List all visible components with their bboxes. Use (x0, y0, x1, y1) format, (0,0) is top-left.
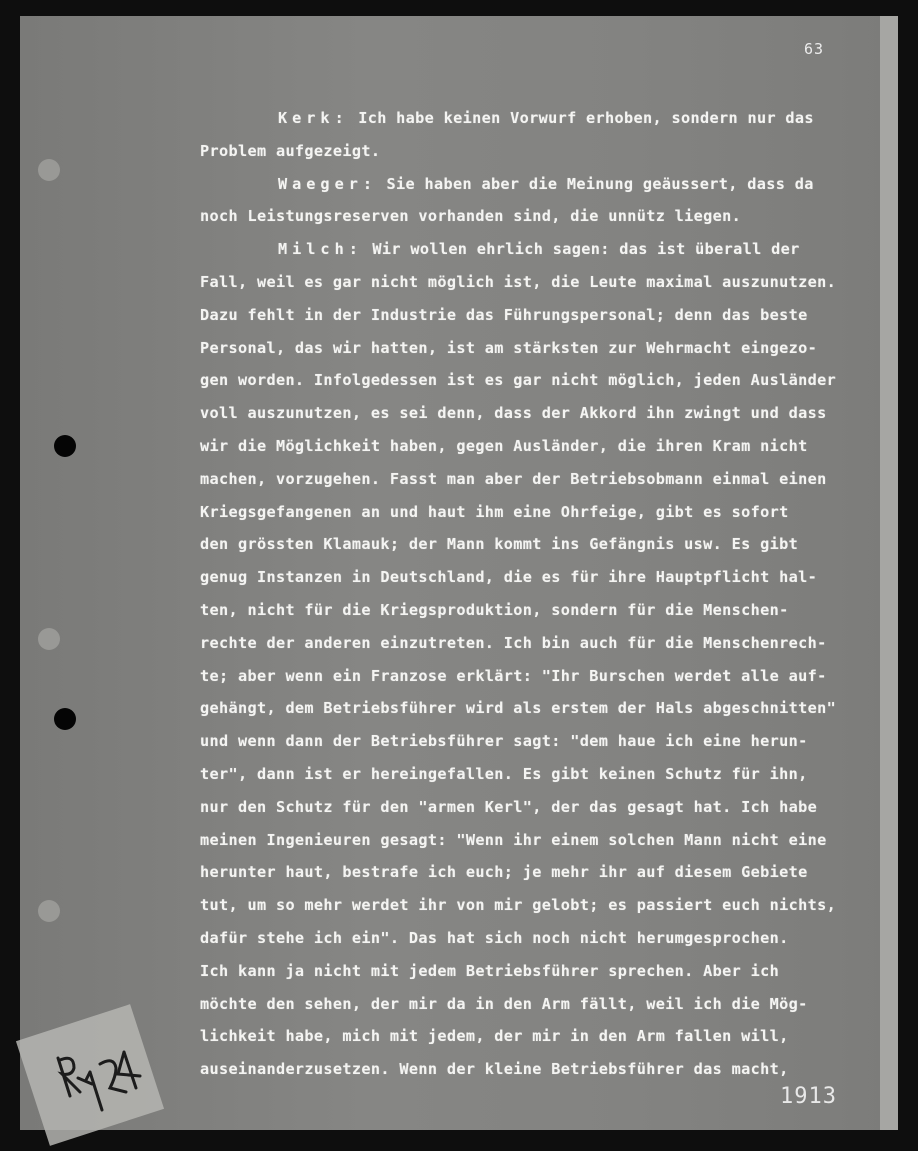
text-line (200, 692, 890, 725)
punch-hole (38, 159, 60, 181)
line-text: den grössten Klamauk; der Mann kommt ins Gefängnis usw. Es gibt (200, 535, 799, 554)
punch-hole (38, 900, 60, 922)
line-text: te; aber wenn ein Franzose erklärt: "Ihr Burschen werdet alle auf- (200, 666, 827, 685)
line-text: auseinanderzusetzen. Wenn der kleine Betriebsführer das macht, (200, 1060, 789, 1079)
line-text: rechte der anderen einzutreten. Ich bin auch für die Menschenrech- (200, 633, 827, 652)
text-line (200, 430, 890, 463)
text-line (200, 594, 890, 627)
punch-hole (54, 708, 76, 730)
text-line (200, 955, 890, 988)
text-line (200, 1053, 890, 1086)
line-text: lichkeit habe, mich mit jedem, der mir in den Arm fallen will, (200, 1027, 789, 1046)
typed-text-body (200, 102, 890, 1086)
text-line (200, 200, 890, 233)
text-line (200, 889, 890, 922)
line-text: voll auszunutzen, es sei denn, dass der Akkord ihn zwingt und dass (200, 404, 827, 423)
text-line (200, 1020, 890, 1053)
line-text: Problem aufgezeigt. (200, 141, 381, 160)
line-text: Kriegsgefangenen an und haut ihm eine Ohrfeige, gibt es sofort (200, 502, 789, 521)
line-text: wir die Möglichkeit haben, gegen Ausländer, die ihren Kram nicht (200, 436, 808, 455)
line-text: Fall, weil es gar nicht möglich ist, die Leute maximal auszunutzen. (200, 272, 837, 291)
line-text: gehängt, dem Betriebsführer wird als erstem der Hals abgeschnitten" (200, 699, 837, 718)
text-line (200, 660, 890, 693)
text-line (200, 102, 890, 135)
line-text: machen, vorzugehen. Fasst man aber der Betriebsobmann einmal einen (200, 469, 827, 488)
line-text: gen worden. Infolgedessen ist es gar nicht möglich, jeden Ausländer (200, 371, 837, 390)
text-line (200, 364, 890, 397)
text-line (200, 528, 890, 561)
line-text: dafür stehe ich ein". Das hat sich noch nicht herumgesprochen. (200, 928, 789, 947)
line-text: nur den Schutz für den "armen Kerl", der das gesagt hat. Ich habe (200, 797, 818, 816)
line-text: Sie haben aber die Meinung geäussert, dass da (377, 174, 814, 193)
line-text: Personal, das wir hatten, ist am stärksten zur Wehrmacht eingezo- (200, 338, 818, 357)
text-line (200, 922, 890, 955)
line-text: meinen Ingenieuren gesagt: "Wenn ihr einem solchen Mann nicht eine (200, 830, 827, 849)
text-line (200, 299, 890, 332)
page-number: 63 (804, 40, 825, 58)
text-line (200, 266, 890, 299)
text-line (200, 561, 890, 594)
handwritten-mark-signature (40, 1018, 160, 1130)
line-text: Dazu fehlt in der Industrie das Führungspersonal; denn das beste (200, 305, 808, 324)
text-line (200, 856, 890, 889)
line-text: herunter haut, bestrafe ich euch; je mehr ihr auf diesem Gebiete (200, 863, 808, 882)
line-text: Ich kann ja nicht mit jedem Betriebsführer sprechen. Aber ich (200, 961, 780, 980)
text-line (200, 791, 890, 824)
line-text: tut, um so mehr werdet ihr von mir gelobt; es passiert euch nichts, (200, 896, 837, 915)
line-text: Wir wollen ehrlich sagen: das ist überall der (362, 240, 800, 259)
text-line (200, 332, 890, 365)
text-line (200, 463, 890, 496)
text-line (200, 496, 890, 529)
speaker-name: Milch: (278, 240, 363, 259)
text-line (200, 988, 890, 1021)
line-text: noch Leistungsreserven vorhanden sind, die unnütz liegen. (200, 207, 742, 226)
text-line (200, 725, 890, 758)
punch-hole (54, 435, 76, 457)
text-line (200, 627, 890, 660)
punch-hole (38, 628, 60, 650)
line-text: genug Instanzen in Deutschland, die es für ihre Hauptpflicht hal- (200, 568, 818, 587)
folio-number: 1913 (780, 1084, 837, 1109)
line-text: möchte den sehen, der mir da in den Arm fällt, weil ich die Mög- (200, 994, 808, 1013)
line-text: Ich habe keinen Vorwurf erhoben, sondern nur das (348, 109, 814, 127)
speaker-name: Kerk: (278, 109, 349, 127)
text-line (200, 135, 890, 168)
line-text: und wenn dann der Betriebsführer sagt: "dem haue ich eine herun- (200, 732, 808, 751)
text-line (200, 758, 890, 791)
line-text: ten, nicht für die Kriegsproduktion, sondern für die Menschen- (200, 600, 789, 619)
speaker-name: Waeger: (278, 174, 378, 193)
text-line (200, 824, 890, 857)
line-text: ter", dann ist er hereingefallen. Es gibt keinen Schutz für ihn, (200, 764, 808, 783)
text-line (200, 397, 890, 430)
text-line (200, 168, 890, 201)
text-line (200, 233, 890, 266)
